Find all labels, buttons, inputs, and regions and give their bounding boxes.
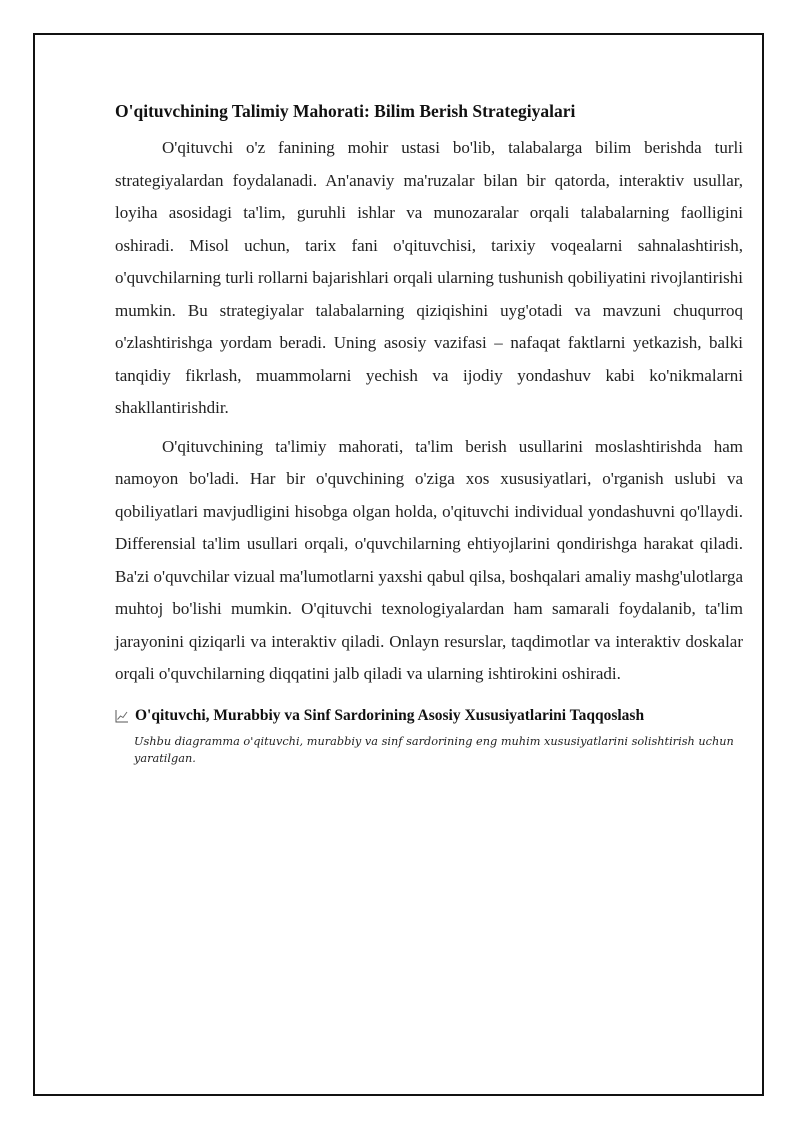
paragraph-2: O'qituvchining ta'limiy mahorati, ta'lim berish usullarini moslashtirishda ham namoyon bo'ladi. Har bir o'quvchining o'ziga xos xususiyatlari, o'rganish uslubi va qobiliyatlari mavjudligini hisobga olgan holda, o'qituvchi individual yondashuvni qo'llaydi. Differensial ta'lim usullari orqali, o'quvchilarning ehtiyojlarini qondirishga harakat qiladi. Ba'zi o'quvchilar vizual ma'lumotlarni yaxshi qabul qilsa, boshqalari amaliy mashg'ulotlarga muhtoj bo'lishi mumkin. O'qituvchi texnologiyalardan ham samarali foydalanib, ta'lim jarayonini qiziqarli va interaktiv qiladi. Onlayn resurslar, taqdimotlar va interaktiv doskalar orqali o'quvchilarning diqqatini jalb qiladi va ularning ishtirokini oshiradi. (115, 436, 743, 683)
figure-caption: Ushbu diagramma o'qituvchi, murabbiy va sinf sardorining eng muhim xususiyatlarini solishtirish uchun yaratilgan. (134, 734, 734, 765)
chart-line-icon (115, 709, 129, 723)
figure-title-row (115, 705, 743, 727)
section-heading: O'qituvchining Talimiy Mahorati: Bilim Berish Strategiyalari (115, 101, 576, 121)
figure-title: O'qituvchi, Murabbiy va Sinf Sardorining Asosiy Xususiyatlarini Taqqoslash (135, 706, 645, 724)
paragraph-1: O'qituvchi o'z fanining mohir ustasi bo'lib, talabalarga bilim berishda turli strategiyalardan foydalanadi. An'anaviy ma'ruzalar bilan bir qatorda, interaktiv usullar, loyiha asosidagi ta'lim, guruhli ishlar va munozaralar orqali talabalarning faolligini oshiradi. Misol uchun, tarix fani o'qituvchisi, tarixiy voqealarni sahnalashtirish, o'quvchilarning turli rollarni bajarishlari orqali ularning tushunish qobiliyatini rivojlantirishi mumkin. Bu strategiyalar talabalarning qiziqishini uyg'otadi va mavzuni chuqurroq o'zlashtirishga yordam beradi. Uning asosiy vazifasi – nafaqat faktlarni yetkazish, balki tanqidiy fikrlash, muammolarni yechish va ijodiy yondashuv kabi ko'nikmalarni shakllantirishdir. (115, 138, 743, 417)
document-body (115, 98, 743, 767)
